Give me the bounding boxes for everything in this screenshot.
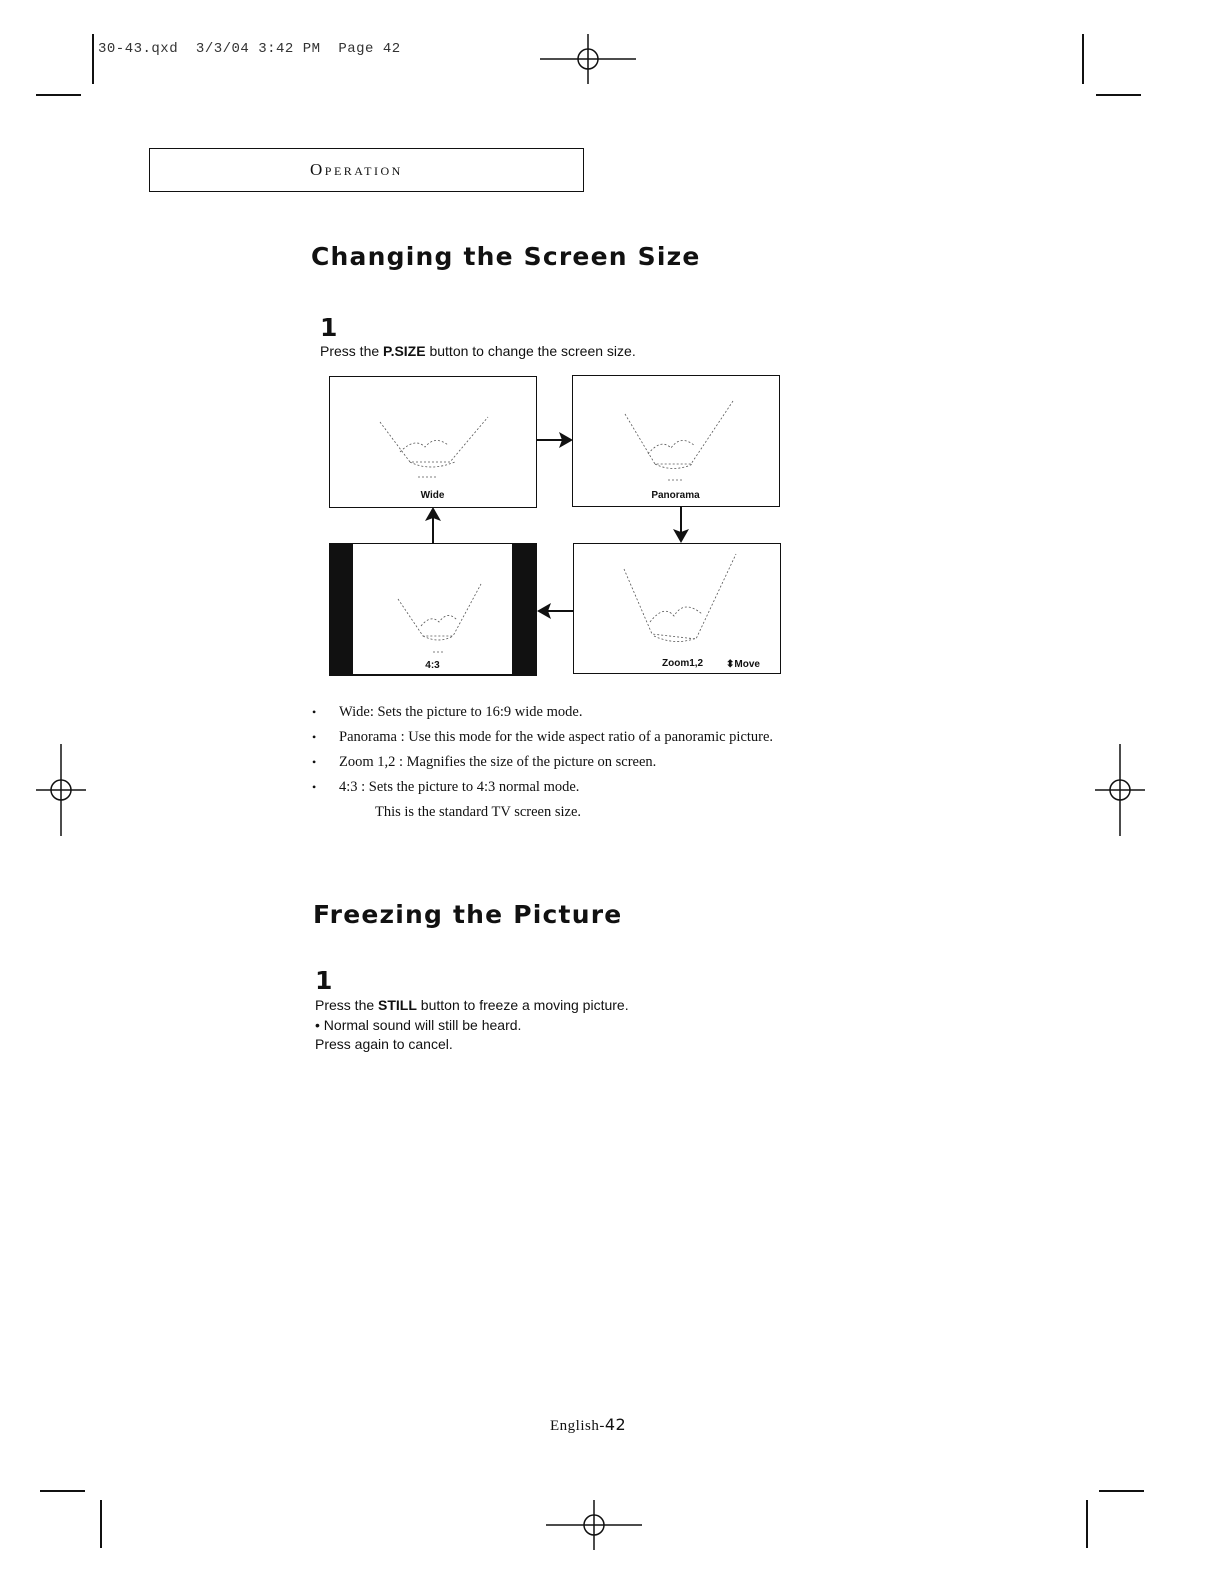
screen-zoom [573, 543, 781, 674]
mode-descriptions [312, 703, 773, 823]
screen-wide [329, 376, 537, 508]
registration-mark-icon [1095, 744, 1145, 836]
arrow-left-icon [537, 601, 573, 621]
heading-screen-size: Changing the Screen Size [311, 242, 701, 271]
registration-mark-icon [36, 744, 86, 836]
mode-label-panorama: Panorama [651, 490, 700, 501]
step-number: 1 [315, 966, 333, 995]
move-hint: ⬍Move [726, 659, 760, 670]
freeze-instruction: Press the STILL button to freeze a moving picture. [315, 997, 629, 1013]
list-item: • Zoom 1,2 : Magnifies the size of the picture on screen. [312, 753, 773, 778]
normal-picture-area [353, 544, 512, 674]
heading-freeze: Freezing the Picture [313, 900, 623, 929]
freeze-cancel: Press again to cancel. [315, 1036, 453, 1052]
registration-mark-icon [540, 34, 636, 84]
list-item: • Wide: Sets the picture to 16:9 wide mode. [312, 703, 773, 728]
picture-sketch-icon [573, 376, 778, 481]
arrow-down-icon [671, 507, 691, 543]
mode-label-wide: Wide [420, 490, 445, 501]
screen-normal [329, 543, 537, 676]
arrow-up-icon [423, 507, 443, 543]
mode-label-zoom: Zoom1,2 [662, 658, 704, 669]
page-number: 42 [604, 1415, 627, 1434]
mode-label-normal: 4:3 [425, 660, 440, 671]
registration-mark-icon [546, 1500, 642, 1550]
picture-sketch-icon [574, 544, 779, 654]
step-number: 1 [320, 313, 338, 342]
still-button-name: STILL [378, 997, 417, 1013]
list-item: • Panorama : Use this mode for the wide aspect ratio of a panoramic picture. [312, 728, 773, 753]
file-slug-line: 30-43.qxd 3/3/04 3:42 PM Page 42 [98, 41, 401, 57]
section-label: Operation [310, 160, 403, 179]
psize-button-name: P.SIZE [383, 343, 426, 359]
list-item: • 4:3 : Sets the picture to 4:3 normal mode. [312, 778, 773, 803]
footer-language: English- [550, 1418, 605, 1434]
list-item-continuation: This is the standard TV screen size. [375, 804, 582, 820]
picture-sketch-icon [330, 377, 535, 482]
arrow-right-icon [537, 430, 573, 450]
page-footer [550, 1415, 626, 1435]
screen-panorama [572, 375, 780, 507]
picture-sketch-icon [353, 544, 512, 654]
freeze-note: • Normal sound will still be heard. [315, 1017, 522, 1033]
step-instruction: Press the P.SIZE button to change the screen size. [320, 343, 636, 359]
